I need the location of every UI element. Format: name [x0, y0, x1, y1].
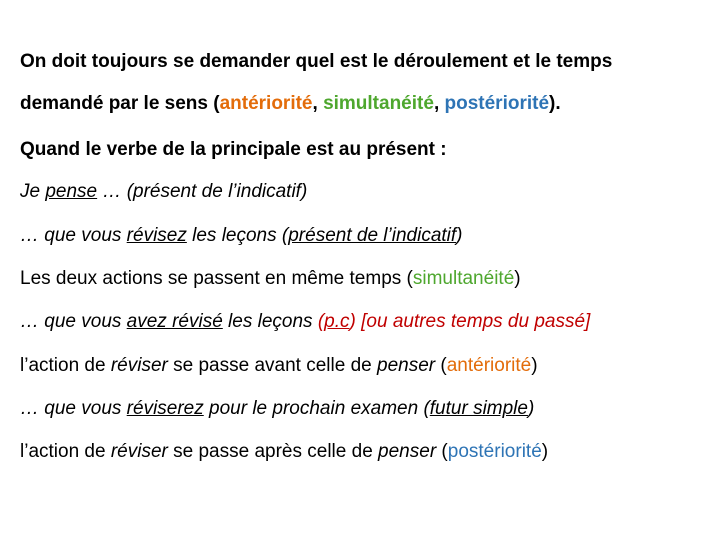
example-ant-verb: avez révisé [126, 311, 223, 332]
explanation-post-close: ) [541, 441, 549, 462]
intro-text-1: On doit toujours se demander quel est le déroulement et le temps [20, 51, 613, 72]
example-ant-middle: les leçons [222, 311, 318, 332]
explanation-sim-before: Les deux actions se passent en même temps ( [20, 268, 413, 289]
intro-text-2: demandé par le sens ( [20, 93, 220, 114]
example-ant-tense: p.c [324, 311, 350, 332]
explanation-post-verb2: penser [378, 441, 437, 462]
explanation-simultaneous-line [20, 267, 521, 291]
explanation-ant-before: l’action de [20, 355, 111, 376]
term-anteriorite: antériorité [219, 93, 313, 114]
explanation-ant-verb1: réviser [110, 355, 168, 376]
example-anterior-line [20, 310, 590, 334]
term-posteriorite: postériorité [444, 93, 550, 114]
explanation-post-open: ( [436, 441, 448, 462]
example-sim-tense: présent de l’indicatif [288, 225, 457, 246]
main-clause-verb: pense [45, 181, 98, 202]
explanation-ant-middle: se passe avant celle de [167, 355, 377, 376]
main-clause-before: Je [20, 181, 46, 202]
example-sim-before: … que vous [20, 225, 127, 246]
explanation-sim-after: ) [514, 268, 521, 289]
explanation-ant-verb2: penser [377, 355, 436, 376]
example-post-middle: pour le prochain examen ( [203, 398, 430, 419]
example-post-before: … que vous [20, 398, 127, 419]
example-posterior-line [20, 397, 534, 421]
example-sim-after: ) [456, 225, 463, 246]
explanation-anterior-line [20, 354, 538, 378]
intro-line-1 [20, 50, 612, 74]
intro-text-end: ). [549, 93, 561, 114]
separator: , [433, 93, 445, 114]
example-sim-verb: révisez [126, 225, 187, 246]
explanation-ant-close: ) [531, 355, 538, 376]
example-post-after: ) [527, 398, 535, 419]
example-ant-open: ( [317, 311, 325, 332]
section-heading [20, 138, 447, 162]
explanation-ant-open: ( [435, 355, 447, 376]
explanation-sim-label: simultanéité [412, 268, 515, 289]
example-ant-close: ) [349, 311, 356, 332]
example-post-verb: réviserez [126, 398, 204, 419]
example-ant-note: [ou autres temps du passé] [355, 311, 591, 332]
explanation-post-label: postériorité [447, 441, 542, 462]
example-ant-before: … que vous [20, 311, 127, 332]
main-clause-after: … (présent de l’indicatif) [97, 181, 308, 202]
example-post-tense: futur simple [429, 398, 528, 419]
intro-line-2 [20, 92, 561, 116]
heading-text: Quand le verbe de la principale est au présent : [20, 139, 447, 160]
term-simultaneite: simultanéité [323, 93, 434, 114]
explanation-post-middle: se passe après celle de [167, 441, 379, 462]
example-sim-middle: les leçons ( [186, 225, 289, 246]
explanation-posterior-line [20, 440, 548, 464]
main-clause-line [20, 180, 307, 204]
separator: , [312, 93, 324, 114]
explanation-post-before: l’action de [20, 441, 111, 462]
explanation-post-verb1: réviser [110, 441, 168, 462]
explanation-ant-label: antériorité [446, 355, 532, 376]
example-simultaneous-line [20, 224, 463, 248]
